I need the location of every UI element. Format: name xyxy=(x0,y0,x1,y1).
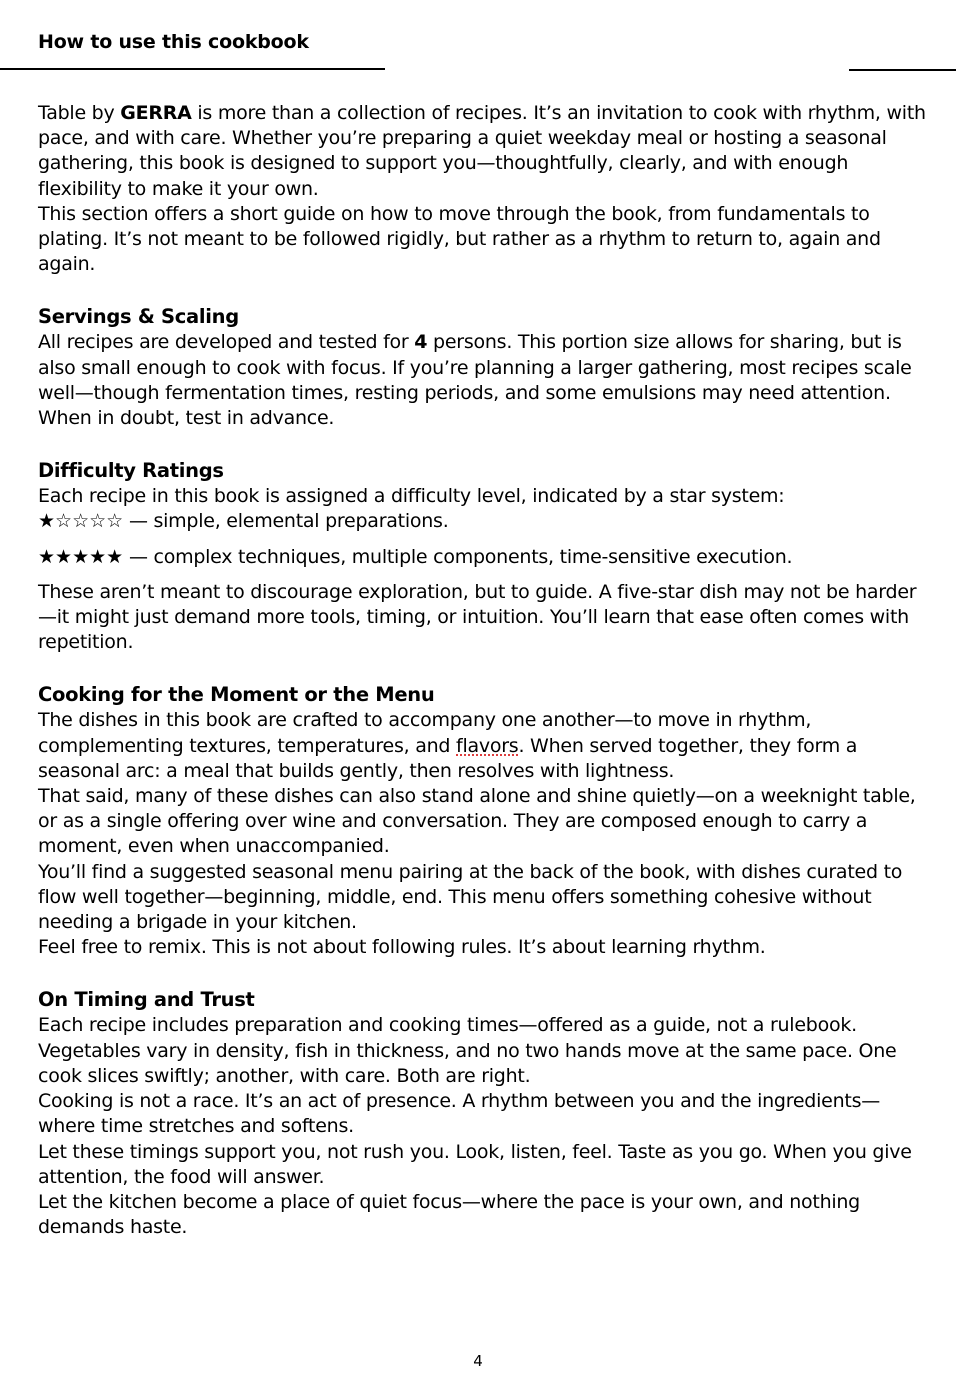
moment-paragraph-4: Feel free to remix. This is not about following rules. It’s about learning rhythm. xyxy=(38,936,766,959)
difficulty-intro: Each recipe in this book is assigned a difficulty level, indicated by a star system: xyxy=(38,485,785,508)
difficulty-low xyxy=(38,509,928,534)
servings-text-cont: persons. This portion size allows for sharing, but is also small enough to cook with focus. If you’re planning a larger gathering, most recipes scale well—though fermentation times, resting periods, and some emulsions may need attention. When in doubt, test in advance. xyxy=(38,331,912,430)
page-number: 4 xyxy=(473,1352,483,1370)
intro-paragraph-2: This section offers a short guide on how to move through the book, from fundamentals to plating. It’s not meant to be followed rigidly, but rather as a rhythm to return to, again and again. xyxy=(38,202,881,276)
difficulty-low-text: — simple, elemental preparations. xyxy=(123,510,449,533)
timing-paragraph-4: Let the kitchen become a place of quiet focus—where the pace is your own, and nothing demands haste. xyxy=(38,1190,860,1239)
one-star-rating-icon: ★☆☆☆☆ xyxy=(38,510,124,533)
moment-heading: Cooking for the Moment or the Menu xyxy=(38,683,435,707)
intro-paragraph-1 xyxy=(38,101,928,202)
header-rule-right xyxy=(849,69,956,71)
moment-paragraph-3: You’ll find a suggested seasonal menu pairing at the back of the book, with dishes curated to flow well together—beginning, middle, end. This menu offers something cohesive without needing a brigade in your kitchen. xyxy=(38,860,903,934)
servings-text: All recipes are developed and tested for xyxy=(38,331,415,354)
difficulty-high-text: — complex techniques, multiple components, time-sensitive execution. xyxy=(123,545,793,568)
page-content xyxy=(38,101,928,1240)
servings-paragraph xyxy=(38,330,928,431)
difficulty-heading: Difficulty Ratings xyxy=(38,459,224,483)
timing-paragraph-3: Let these timings support you, not rush you. Look, listen, feel. Taste as you go. When you give attention, the food will answer. xyxy=(38,1140,912,1188)
timing-paragraph-2: Cooking is not a race. It’s an act of presence. A rhythm between you and the ingredients—where time stretches and softens. xyxy=(38,1090,880,1138)
intro-text-cont: is more than a collection of recipes. It’s an invitation to cook with rhythm, with pace, and with care. Whether you’re preparing a quiet weekday meal or hosting a seasonal gathering, this book is designed to support you—thoughtfully, clearly, and with enough flexibility to make it your own. xyxy=(38,102,926,200)
five-star-rating-icon: ★★★★★ xyxy=(38,545,124,568)
difficulty-high xyxy=(38,545,928,570)
page-header-title: How to use this cookbook xyxy=(38,31,309,53)
brand-name: GERRA xyxy=(120,102,192,124)
difficulty-note: These aren’t meant to discourage exploration, but to guide. A five-star dish may not be harder—it might just demand more tools, timing, or intuition. You’ll learn that ease often comes with repetition. xyxy=(38,580,917,654)
header-rule-left xyxy=(0,68,385,70)
intro-text: Table by xyxy=(38,102,121,124)
moment-text: The dishes in this book are crafted to accompany one another—to move in rhythm, complementing textures, temperatures, and xyxy=(38,709,812,757)
servings-count: 4 xyxy=(414,331,428,354)
moment-text-cont: . When served together, they form a seasonal arc: a meal that builds gently, then resolves with lightness. xyxy=(38,734,858,782)
servings-heading: Servings & Scaling xyxy=(38,305,239,329)
timing-heading: On Timing and Trust xyxy=(38,988,255,1012)
timing-paragraph-1: Each recipe includes preparation and cooking times—offered as a guide, not a rulebook. Vegetables vary in density, fish in thickness, and no two hands move at the same pace. One cook slices swiftly; another, with care. Both are right. xyxy=(38,1014,897,1087)
moment-paragraph-2: That said, many of these dishes can also stand alone and shine quietly—on a weeknight table, or as a single offering over wine and conversation. They are composed enough to carry a moment, even when unaccompanied. xyxy=(38,785,916,858)
spellcheck-word[interactable]: flavors xyxy=(456,734,519,757)
moment-paragraph-1 xyxy=(38,708,928,784)
